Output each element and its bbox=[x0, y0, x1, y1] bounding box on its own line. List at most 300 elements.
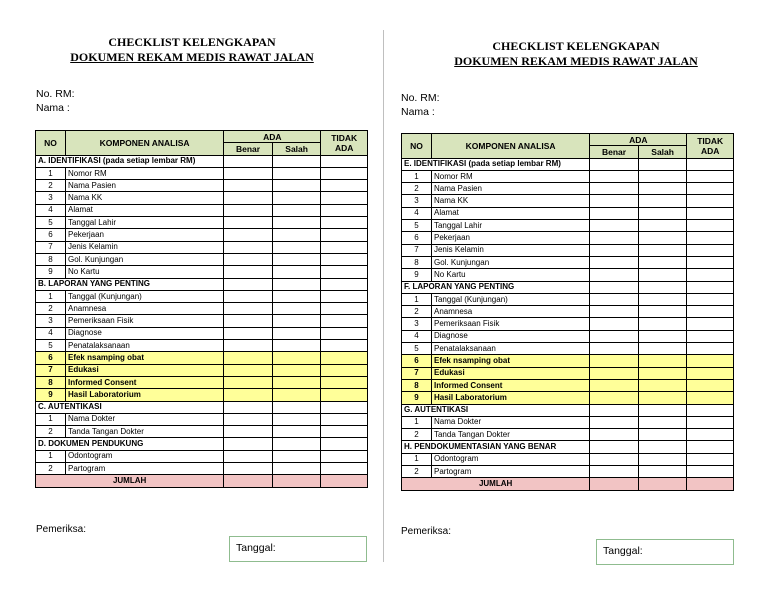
row-component: Gol. Kunjungan bbox=[65, 253, 223, 265]
section-row bbox=[402, 158, 734, 170]
cell-benar[interactable] bbox=[590, 318, 639, 330]
cell-tidak-ada[interactable] bbox=[687, 379, 734, 391]
cell-salah[interactable] bbox=[638, 416, 687, 428]
checklist-row bbox=[36, 413, 368, 425]
cell-benar[interactable] bbox=[224, 376, 273, 388]
cell-tidak-ada[interactable] bbox=[321, 303, 368, 315]
checklist-row bbox=[36, 340, 368, 352]
cell-salah[interactable] bbox=[272, 450, 321, 462]
cell-salah[interactable] bbox=[272, 389, 321, 401]
cell-tidak-ada[interactable] bbox=[687, 183, 734, 195]
row-number: 4 bbox=[402, 207, 432, 219]
cell-tidak-ada[interactable] bbox=[687, 232, 734, 244]
row-component: Nama Pasien bbox=[65, 180, 223, 192]
cell-tidak-ada[interactable] bbox=[321, 352, 368, 364]
section-title: A. IDENTIFIKASI (pada setiap lembar RM) bbox=[36, 155, 224, 167]
cell-benar[interactable] bbox=[224, 315, 273, 327]
row-component: Diagnose bbox=[431, 330, 589, 342]
cell-benar[interactable] bbox=[590, 306, 639, 318]
row-number: 2 bbox=[402, 183, 432, 195]
checklist-row bbox=[402, 183, 734, 195]
row-component: Edukasi bbox=[65, 364, 223, 376]
cell-salah[interactable] bbox=[272, 204, 321, 216]
checklist-row bbox=[36, 389, 368, 401]
cell-benar[interactable] bbox=[590, 183, 639, 195]
cell-benar[interactable] bbox=[590, 207, 639, 219]
row-component: Pemeriksaan Fisik bbox=[431, 318, 589, 330]
cell-salah[interactable] bbox=[272, 217, 321, 229]
pemeriksa-label: Pemeriksa: bbox=[36, 524, 87, 535]
section-row bbox=[36, 155, 368, 167]
cell-benar[interactable] bbox=[590, 170, 639, 182]
cell-salah[interactable] bbox=[638, 429, 687, 441]
cell-tidak-ada[interactable] bbox=[687, 404, 734, 416]
cell-salah[interactable] bbox=[272, 401, 321, 413]
cell-tidak-ada[interactable] bbox=[687, 392, 734, 404]
cell-tidak-ada[interactable] bbox=[321, 241, 368, 253]
cell-tidak-ada[interactable] bbox=[687, 220, 734, 232]
header-tidak-ada: TIDAK ADA bbox=[687, 134, 734, 159]
row-component: Odontogram bbox=[431, 453, 589, 465]
checklist-row bbox=[402, 232, 734, 244]
header-benar: Benar bbox=[590, 146, 639, 158]
row-component: Nama Pasien bbox=[431, 183, 589, 195]
row-number: 2 bbox=[36, 426, 66, 438]
cell-tidak-ada[interactable] bbox=[687, 281, 734, 293]
header-salah: Salah bbox=[272, 143, 321, 155]
row-number: 2 bbox=[402, 466, 432, 478]
row-number: 4 bbox=[36, 327, 66, 339]
row-component: Informed Consent bbox=[431, 379, 589, 391]
cell-salah[interactable] bbox=[638, 158, 687, 170]
cell-benar[interactable] bbox=[590, 367, 639, 379]
cell-benar[interactable] bbox=[224, 155, 273, 167]
cell-benar[interactable] bbox=[590, 343, 639, 355]
checklist-form-right bbox=[384, 0, 768, 594]
row-component: Partogram bbox=[65, 463, 223, 475]
cell-tidak-ada[interactable] bbox=[321, 266, 368, 278]
cell-salah[interactable] bbox=[638, 293, 687, 305]
cell-tidak-ada[interactable] bbox=[687, 416, 734, 428]
cell-tidak-ada[interactable] bbox=[687, 293, 734, 305]
cell-tidak-ada[interactable] bbox=[321, 426, 368, 438]
header-tidak-ada: TIDAK ADA bbox=[321, 131, 368, 156]
cell-benar[interactable] bbox=[224, 192, 273, 204]
checklist-row bbox=[36, 450, 368, 462]
total-row bbox=[36, 475, 368, 487]
cell-tidak-ada[interactable] bbox=[321, 204, 368, 216]
title-line-2: DOKUMEN REKAM MEDIS RAWAT JALAN bbox=[70, 50, 314, 64]
cell-tidak-ada[interactable] bbox=[687, 170, 734, 182]
cell-benar[interactable] bbox=[590, 220, 639, 232]
row-number: 5 bbox=[36, 340, 66, 352]
row-number: 1 bbox=[402, 170, 432, 182]
cell-benar[interactable] bbox=[224, 364, 273, 376]
row-component: Hasil Laboratorium bbox=[431, 392, 589, 404]
row-component: Tanda Tangan Dokter bbox=[431, 429, 589, 441]
cell-benar[interactable] bbox=[590, 441, 639, 453]
row-component: Tanggal Lahir bbox=[431, 220, 589, 232]
no-rm-label: No. RM: bbox=[401, 92, 440, 104]
form-title bbox=[0, 35, 384, 65]
cell-benar[interactable] bbox=[224, 278, 273, 290]
cell-tidak-ada[interactable] bbox=[321, 192, 368, 204]
checklist-row bbox=[36, 426, 368, 438]
checklist-row bbox=[36, 180, 368, 192]
cell-tidak-ada[interactable] bbox=[687, 330, 734, 342]
cell-benar[interactable] bbox=[590, 355, 639, 367]
section-title: F. LAPORAN YANG PENTING bbox=[402, 281, 590, 293]
cell-benar[interactable] bbox=[590, 466, 639, 478]
cell-tidak-ada[interactable] bbox=[687, 269, 734, 281]
header-no: NO bbox=[402, 134, 432, 159]
cell-benar[interactable] bbox=[224, 389, 273, 401]
row-number: 8 bbox=[36, 376, 66, 388]
cell-benar[interactable] bbox=[224, 167, 273, 179]
checklist-table bbox=[35, 130, 368, 488]
cell-benar[interactable] bbox=[224, 352, 273, 364]
cell-tidak-ada[interactable] bbox=[321, 217, 368, 229]
row-component: Anamnesa bbox=[65, 303, 223, 315]
cell-salah[interactable] bbox=[272, 155, 321, 167]
checklist-row bbox=[36, 241, 368, 253]
cell-salah[interactable] bbox=[272, 192, 321, 204]
cell-salah[interactable] bbox=[638, 318, 687, 330]
row-component: Jenis Kelamin bbox=[431, 244, 589, 256]
cell-benar[interactable] bbox=[224, 303, 273, 315]
total-benar[interactable] bbox=[224, 475, 273, 487]
row-number: 5 bbox=[36, 217, 66, 229]
cell-salah[interactable] bbox=[638, 367, 687, 379]
row-component: Pekerjaan bbox=[431, 232, 589, 244]
total-salah[interactable] bbox=[272, 475, 321, 487]
checklist-row bbox=[36, 217, 368, 229]
tanggal-label: Tanggal: bbox=[236, 542, 276, 554]
row-number: 9 bbox=[402, 392, 432, 404]
row-component: Tanggal (Kunjungan) bbox=[65, 290, 223, 302]
cell-tidak-ada[interactable] bbox=[321, 229, 368, 241]
section-row bbox=[402, 281, 734, 293]
cell-tidak-ada[interactable] bbox=[321, 167, 368, 179]
cell-tidak-ada[interactable] bbox=[321, 376, 368, 388]
header-ada: ADA bbox=[590, 134, 687, 146]
section-title: B. LAPORAN YANG PENTING bbox=[36, 278, 224, 290]
cell-benar[interactable] bbox=[590, 195, 639, 207]
checklist-row bbox=[402, 207, 734, 219]
header-salah: Salah bbox=[638, 146, 687, 158]
title-line-1: CHECKLIST KELENGKAPAN bbox=[492, 39, 660, 53]
checklist-row bbox=[36, 229, 368, 241]
cell-salah[interactable] bbox=[638, 453, 687, 465]
cell-salah[interactable] bbox=[638, 343, 687, 355]
cell-salah[interactable] bbox=[272, 303, 321, 315]
row-number: 1 bbox=[402, 416, 432, 428]
nama-label: Nama : bbox=[36, 102, 70, 114]
row-component: Nama Dokter bbox=[431, 416, 589, 428]
row-number: 7 bbox=[402, 244, 432, 256]
section-row bbox=[36, 438, 368, 450]
cell-benar[interactable] bbox=[224, 463, 273, 475]
cell-tidak-ada[interactable] bbox=[321, 389, 368, 401]
cell-benar[interactable] bbox=[224, 450, 273, 462]
cell-salah[interactable] bbox=[272, 315, 321, 327]
row-component: Penatalaksanaan bbox=[65, 340, 223, 352]
row-number: 3 bbox=[36, 192, 66, 204]
row-number: 3 bbox=[36, 315, 66, 327]
row-number: 6 bbox=[402, 232, 432, 244]
cell-tidak-ada[interactable] bbox=[321, 401, 368, 413]
checklist-row bbox=[402, 466, 734, 478]
cell-salah[interactable] bbox=[272, 364, 321, 376]
cell-salah[interactable] bbox=[272, 180, 321, 192]
cell-benar[interactable] bbox=[590, 379, 639, 391]
cell-salah[interactable] bbox=[272, 413, 321, 425]
cell-tidak-ada[interactable] bbox=[687, 343, 734, 355]
cell-tidak-ada[interactable] bbox=[321, 315, 368, 327]
cell-salah[interactable] bbox=[638, 170, 687, 182]
cell-tidak-ada[interactable] bbox=[687, 256, 734, 268]
cell-benar[interactable] bbox=[224, 241, 273, 253]
row-component: Nama KK bbox=[65, 192, 223, 204]
cell-tidak-ada[interactable] bbox=[687, 466, 734, 478]
cell-salah[interactable] bbox=[638, 330, 687, 342]
checklist-row bbox=[402, 244, 734, 256]
header-komponen: KOMPONEN ANALISA bbox=[431, 134, 589, 159]
cell-salah[interactable] bbox=[272, 340, 321, 352]
cell-tidak-ada[interactable] bbox=[687, 207, 734, 219]
cell-tidak-ada[interactable] bbox=[687, 367, 734, 379]
cell-benar[interactable] bbox=[224, 253, 273, 265]
cell-tidak-ada[interactable] bbox=[321, 180, 368, 192]
nama-label: Nama : bbox=[401, 106, 435, 118]
total-salah[interactable] bbox=[638, 478, 687, 490]
cell-salah[interactable] bbox=[272, 376, 321, 388]
row-component: Diagnose bbox=[65, 327, 223, 339]
cell-benar[interactable] bbox=[590, 232, 639, 244]
cell-tidak-ada[interactable] bbox=[687, 306, 734, 318]
cell-benar[interactable] bbox=[590, 392, 639, 404]
cell-benar[interactable] bbox=[590, 404, 639, 416]
title-line-1: CHECKLIST KELENGKAPAN bbox=[108, 35, 276, 49]
cell-benar[interactable] bbox=[590, 453, 639, 465]
cell-salah[interactable] bbox=[638, 220, 687, 232]
checklist-row bbox=[36, 192, 368, 204]
cell-benar[interactable] bbox=[224, 204, 273, 216]
tanggal-box[interactable] bbox=[596, 539, 734, 565]
cell-tidak-ada[interactable] bbox=[321, 327, 368, 339]
cell-salah[interactable] bbox=[638, 244, 687, 256]
row-component: Edukasi bbox=[431, 367, 589, 379]
checklist-row bbox=[402, 269, 734, 281]
cell-salah[interactable] bbox=[272, 463, 321, 475]
cell-salah[interactable] bbox=[638, 404, 687, 416]
row-component: Jenis Kelamin bbox=[65, 241, 223, 253]
cell-benar[interactable] bbox=[590, 158, 639, 170]
cell-salah[interactable] bbox=[638, 392, 687, 404]
cell-salah[interactable] bbox=[638, 207, 687, 219]
cell-benar[interactable] bbox=[590, 293, 639, 305]
row-component: Nama Dokter bbox=[65, 413, 223, 425]
cell-tidak-ada[interactable] bbox=[321, 253, 368, 265]
row-number: 7 bbox=[36, 364, 66, 376]
cell-benar[interactable] bbox=[224, 340, 273, 352]
cell-salah[interactable] bbox=[638, 183, 687, 195]
checklist-row bbox=[36, 290, 368, 302]
checklist-row bbox=[36, 463, 368, 475]
cell-tidak-ada[interactable] bbox=[321, 438, 368, 450]
checklist-row bbox=[402, 318, 734, 330]
cell-benar[interactable] bbox=[224, 266, 273, 278]
row-component: Tanggal Lahir bbox=[65, 217, 223, 229]
checklist-row bbox=[402, 379, 734, 391]
section-title: C. AUTENTIKASI bbox=[36, 401, 224, 413]
checklist-row bbox=[36, 376, 368, 388]
cell-salah[interactable] bbox=[638, 379, 687, 391]
cell-salah[interactable] bbox=[638, 269, 687, 281]
cell-benar[interactable] bbox=[590, 256, 639, 268]
row-number: 5 bbox=[402, 343, 432, 355]
row-number: 3 bbox=[402, 195, 432, 207]
cell-salah[interactable] bbox=[272, 352, 321, 364]
cell-tidak-ada[interactable] bbox=[687, 195, 734, 207]
form-title bbox=[384, 39, 768, 69]
row-number: 2 bbox=[402, 429, 432, 441]
cell-salah[interactable] bbox=[638, 306, 687, 318]
cell-benar[interactable] bbox=[590, 416, 639, 428]
cell-salah[interactable] bbox=[272, 290, 321, 302]
row-component: No Kartu bbox=[65, 266, 223, 278]
row-number: 9 bbox=[36, 266, 66, 278]
cell-tidak-ada[interactable] bbox=[321, 155, 368, 167]
cell-salah[interactable] bbox=[638, 232, 687, 244]
cell-benar[interactable] bbox=[590, 244, 639, 256]
cell-salah[interactable] bbox=[272, 241, 321, 253]
cell-tidak-ada[interactable] bbox=[321, 413, 368, 425]
row-number: 6 bbox=[36, 352, 66, 364]
cell-salah[interactable] bbox=[638, 195, 687, 207]
checklist-row bbox=[36, 315, 368, 327]
cell-tidak-ada[interactable] bbox=[321, 463, 368, 475]
cell-tidak-ada[interactable] bbox=[687, 158, 734, 170]
cell-tidak-ada[interactable] bbox=[687, 453, 734, 465]
section-row bbox=[36, 278, 368, 290]
cell-tidak-ada[interactable] bbox=[687, 244, 734, 256]
pemeriksa-label: Pemeriksa: bbox=[401, 526, 452, 537]
header-no: NO bbox=[36, 131, 66, 156]
row-component: Efek nsamping obat bbox=[65, 352, 223, 364]
total-tidak-ada[interactable] bbox=[321, 475, 368, 487]
checklist-row bbox=[402, 330, 734, 342]
checklist-table bbox=[401, 133, 734, 491]
cell-salah[interactable] bbox=[638, 355, 687, 367]
cell-benar[interactable] bbox=[590, 429, 639, 441]
cell-benar[interactable] bbox=[224, 217, 273, 229]
total-label: JUMLAH bbox=[402, 478, 590, 490]
cell-benar[interactable] bbox=[224, 229, 273, 241]
cell-salah[interactable] bbox=[272, 438, 321, 450]
row-component: Tanggal (Kunjungan) bbox=[431, 293, 589, 305]
checklist-row bbox=[402, 306, 734, 318]
table-header-row bbox=[402, 134, 734, 146]
cell-tidak-ada[interactable] bbox=[321, 290, 368, 302]
row-number: 2 bbox=[36, 180, 66, 192]
row-number: 4 bbox=[36, 204, 66, 216]
checklist-row bbox=[402, 453, 734, 465]
checklist-row bbox=[402, 355, 734, 367]
section-title: D. DOKUMEN PENDUKUNG bbox=[36, 438, 224, 450]
checklist-row bbox=[36, 352, 368, 364]
cell-benar[interactable] bbox=[590, 281, 639, 293]
cell-salah[interactable] bbox=[272, 253, 321, 265]
row-component: No Kartu bbox=[431, 269, 589, 281]
cell-salah[interactable] bbox=[638, 466, 687, 478]
section-row bbox=[36, 401, 368, 413]
cell-salah[interactable] bbox=[638, 441, 687, 453]
cell-benar[interactable] bbox=[224, 327, 273, 339]
cell-salah[interactable] bbox=[272, 278, 321, 290]
table-header-row bbox=[36, 131, 368, 143]
total-row bbox=[402, 478, 734, 490]
row-number: 4 bbox=[402, 330, 432, 342]
cell-benar[interactable] bbox=[224, 426, 273, 438]
checklist-row bbox=[36, 253, 368, 265]
checklist-row bbox=[36, 204, 368, 216]
cell-benar[interactable] bbox=[590, 330, 639, 342]
cell-tidak-ada[interactable] bbox=[687, 355, 734, 367]
row-number: 9 bbox=[36, 389, 66, 401]
cell-salah[interactable] bbox=[272, 327, 321, 339]
cell-benar[interactable] bbox=[224, 180, 273, 192]
checklist-row bbox=[402, 343, 734, 355]
cell-tidak-ada[interactable] bbox=[321, 364, 368, 376]
header-ada: ADA bbox=[224, 131, 321, 143]
cell-salah[interactable] bbox=[272, 229, 321, 241]
row-component: Nomor RM bbox=[431, 170, 589, 182]
tanggal-box[interactable] bbox=[229, 536, 367, 562]
cell-tidak-ada[interactable] bbox=[321, 340, 368, 352]
row-number: 8 bbox=[402, 256, 432, 268]
row-number: 1 bbox=[36, 450, 66, 462]
cell-salah[interactable] bbox=[638, 256, 687, 268]
cell-tidak-ada[interactable] bbox=[321, 278, 368, 290]
cell-tidak-ada[interactable] bbox=[687, 441, 734, 453]
cell-benar[interactable] bbox=[590, 269, 639, 281]
row-component: Odontogram bbox=[65, 450, 223, 462]
cell-benar[interactable] bbox=[224, 413, 273, 425]
cell-salah[interactable] bbox=[272, 426, 321, 438]
row-component: Nomor RM bbox=[65, 167, 223, 179]
cell-tidak-ada[interactable] bbox=[687, 318, 734, 330]
cell-tidak-ada[interactable] bbox=[687, 429, 734, 441]
cell-salah[interactable] bbox=[272, 266, 321, 278]
row-number: 6 bbox=[36, 229, 66, 241]
row-component: Tanda Tangan Dokter bbox=[65, 426, 223, 438]
checklist-row bbox=[36, 327, 368, 339]
cell-tidak-ada[interactable] bbox=[321, 450, 368, 462]
total-tidak-ada[interactable] bbox=[687, 478, 734, 490]
checklist-row bbox=[36, 266, 368, 278]
cell-salah[interactable] bbox=[638, 281, 687, 293]
no-rm-label: No. RM: bbox=[36, 88, 75, 100]
total-benar[interactable] bbox=[590, 478, 639, 490]
cell-benar[interactable] bbox=[224, 401, 273, 413]
cell-salah[interactable] bbox=[272, 167, 321, 179]
tanggal-label: Tanggal: bbox=[603, 545, 643, 557]
row-component: Anamnesa bbox=[431, 306, 589, 318]
cell-benar[interactable] bbox=[224, 438, 273, 450]
cell-benar[interactable] bbox=[224, 290, 273, 302]
row-number: 1 bbox=[36, 413, 66, 425]
